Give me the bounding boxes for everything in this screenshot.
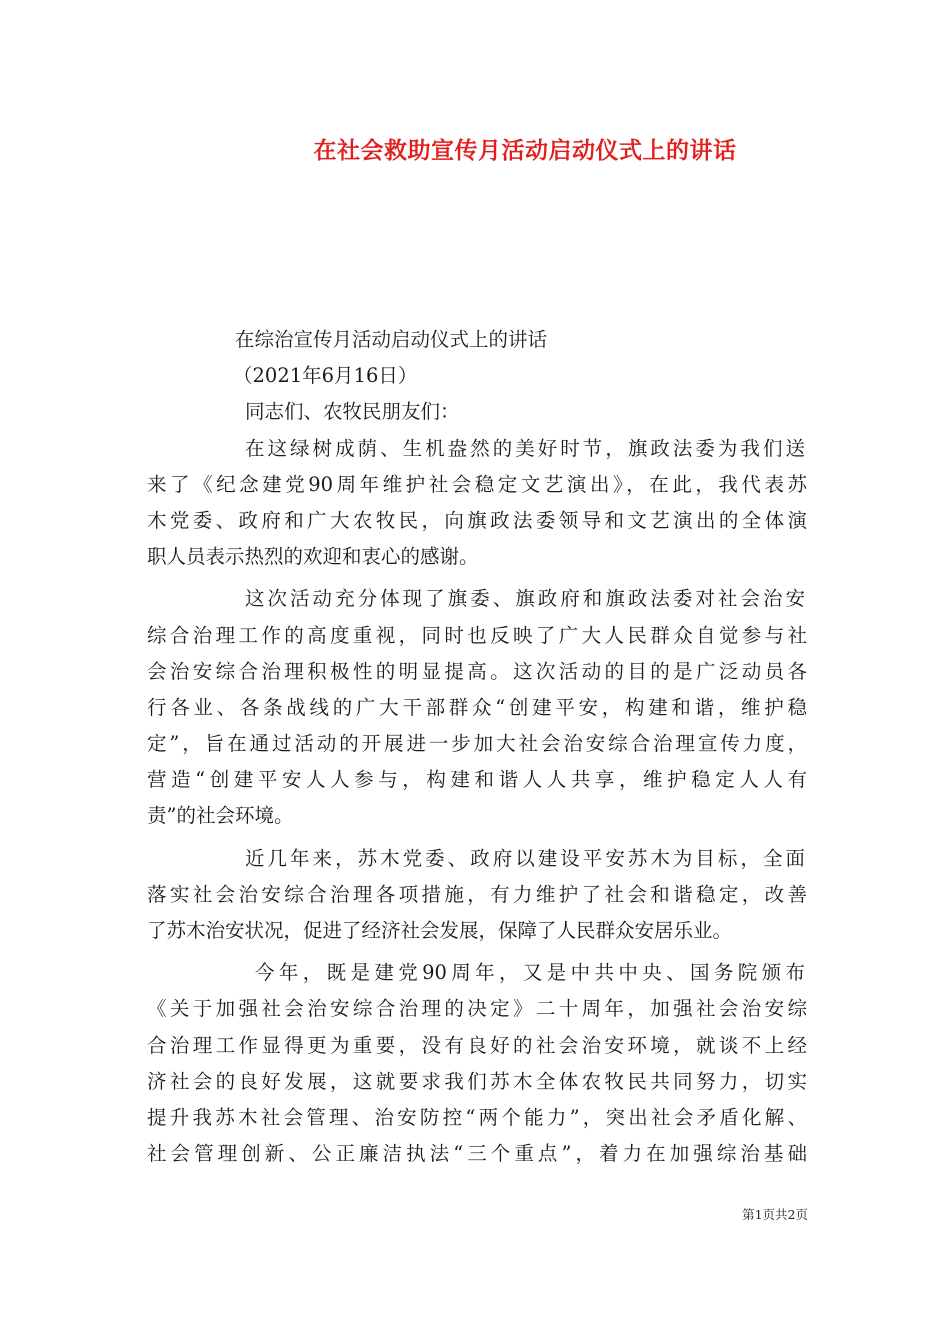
paragraph-line: 《关于加强社会治安综合治理的决定》二十周年，加强社会治安综 [147,997,807,1021]
document-body [147,322,807,1172]
paragraph-1 [147,431,807,576]
page-indicator: 第1页共2页 [742,1207,808,1222]
paragraph-line: 落实社会治安综合治理各项措施，有力维护了社会和谐稳定，改善 [147,882,807,906]
paragraph-line: 综合治理工作的高度重视，同时也反映了广大人民群众自觉参与社 [147,623,807,647]
paragraph-line: 行各业、各条战线的广大干部群众“创建平安，构建和谐，维护稳 [147,695,807,719]
paragraph-line: 提升我苏木社会管理、治安防控“两个能力”，突出社会矛盾化解、 [147,1105,807,1129]
paragraph-line: 定”，旨在通过活动的开展进一步加大社会治安综合治理宣传力度， [147,732,807,756]
paragraph-line: 来了《纪念建党90周年维护社会稳定文艺演出》，在此，我代表苏 [147,472,807,496]
paragraph-3 [147,841,807,950]
paragraph-line: 近几年来，苏木党委、政府以建设平安苏木为目标，全面 [245,846,805,870]
paragraph-line: 会治安综合治理积极性的明显提高。这次活动的目的是广泛动员各 [147,659,807,683]
paragraph-line: 了苏木治安状况，促进了经济社会发展，保障了人民群众安居乐业。 [147,919,733,942]
speech-date: （2021年6月16日） [233,364,418,388]
subtitle: 在综治宣传月活动启动仪式上的讲话 [235,328,548,351]
paragraph-line: 营造“创建平安人人参与，构建和谐人人共享，维护稳定人人有 [147,768,807,792]
greeting: 同志们、农牧民朋友们： [245,400,460,424]
paragraph-2 [147,581,807,834]
paragraph-line: 职人员表示热烈的欢迎和衷心的感谢。 [147,545,479,569]
paragraph-line: 木党委、政府和广大农牧民，向旗政法委领导和文艺演出的全体演 [147,508,807,532]
paragraph-line: 这次活动充分体现了旗委、旗政府和旗政法委对社会治安 [245,587,805,611]
page-title: 在社会救助宣传月活动启动仪式上的讲话 [313,138,737,164]
paragraph-line: 在这绿树成荫、生机盎然的美好时节，旗政法委为我们送 [245,436,805,460]
paragraph-line: 责”的社会环境。 [147,804,294,828]
paragraph-4 [147,955,807,1172]
paragraph-line: 社会管理创新、公正廉洁执法“三个重点”，着力在加强综治基础 [147,1142,807,1166]
paragraph-line: 今年，既是建党90周年，又是中共中央、国务院颁布 [255,961,805,985]
paragraph-line: 济社会的良好发展，这就要求我们苏木全体农牧民共同努力，切实 [147,1069,807,1093]
paragraph-line: 合治理工作显得更为重要，没有良好的社会治安环境，就谈不上经 [147,1033,807,1057]
